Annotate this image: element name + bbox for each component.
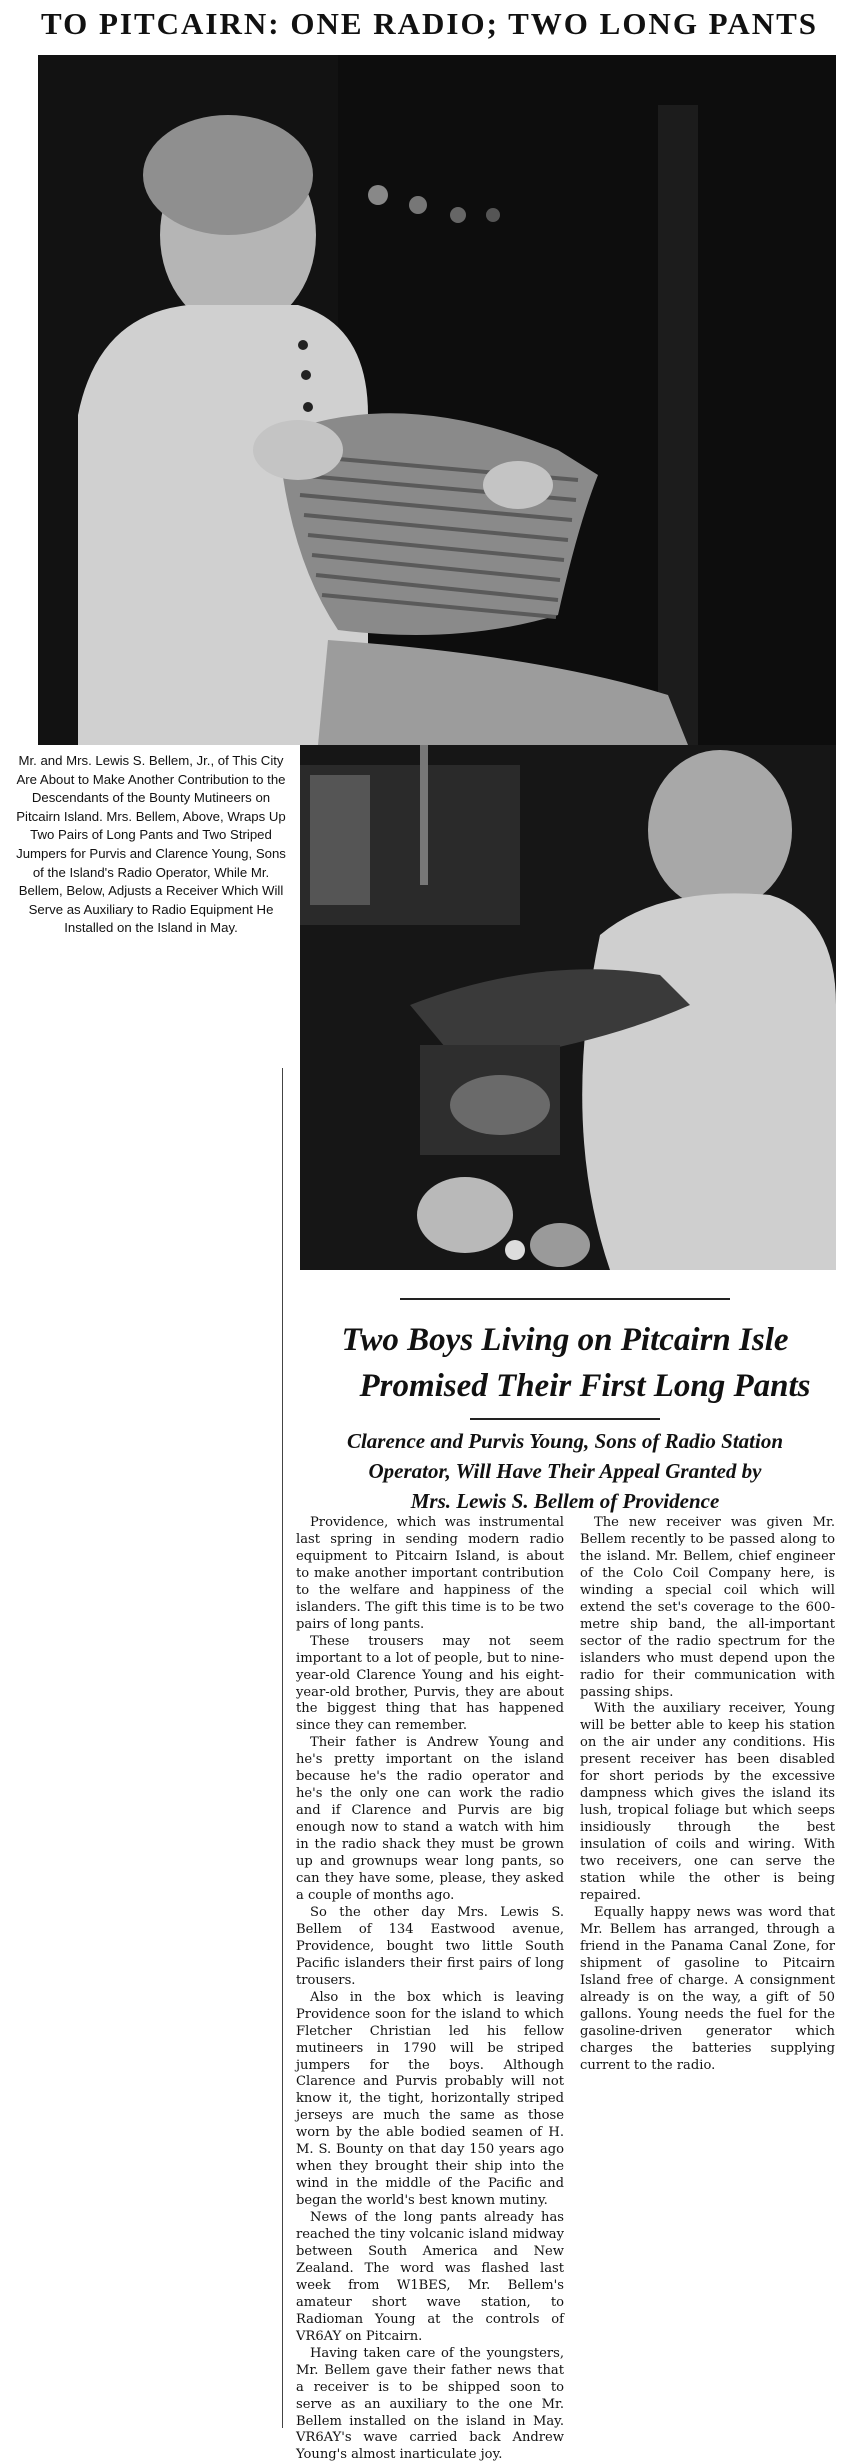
photo-mrs-bellem-image [38, 55, 836, 745]
paragraph: Also in the box which is leaving Providence soon for the island to which Fletcher Christian led his fellow mutineers in 1790 will be striped jumpers for the boys. Although Clarence and Purvis probably will not know it, the tight, horizontally striped jerseys are much the same as those worn by the able bodied seamen of H. M. S. Bounty on that day 150 years ago when they brought their ship into the wind in the middle of the Pacific and began the world's best known mutiny. [296, 1989, 564, 2209]
paragraph: Equally happy news was word that Mr. Bellem has arranged, through a friend in the Panama Canal Zone, for shipment of gasoline to Pitcairn Island free of charge. A consignment already is on the way, a gift of 50 gallons. Young needs the fuel for the gasoline-driven generator which charges the batteries supplying current to the radio. [580, 1904, 835, 2073]
paragraph: Providence, which was instrumental last spring in sending modern radio equipment to Pitcairn Island, is about to make another important contribution to the welfare and happiness of the islanders. The gift this time is to be two pairs of long pants. [296, 1515, 564, 1632]
paragraph: The new receiver was given Mr. Bellem recently to be passed along to the island. Mr. Bellem, chief engineer of the Colo Coil Company here, is winding a special coil which will extend the set's coverage to the 600-metre ship band, the all-important sector of the radio spectrum for the islanders who must depend upon the radio for their communication with passing ships. [580, 1515, 835, 1700]
paragraph: Their father is Andrew Young and he's pretty important on the island because he's the radio operator and he's the only one can work the radio and if Clarence and Purvis are big enough now to stand a watch with him in the radio shack they must be grown up and grownups wear long pants, so can they have some, please, they asked a couple of months ago. [296, 1735, 564, 1903]
headline-line-2: Promised Their First Long Pants [359, 1368, 811, 1404]
article-column-1 [296, 1515, 564, 2464]
top-headline: TO PITCAIRN: ONE RADIO; TWO LONG PANTS [40, 6, 819, 41]
title-rule-top [400, 1298, 730, 1300]
paragraph: So the other day Mrs. Lewis S. Bellem of 134 Eastwood avenue, Providence, bought two little South Pacific islanders their first pairs of long trousers. [296, 1904, 564, 1988]
paragraph: News of the long pants already has reached the tiny volcanic island midway between South America and New Zealand. The word was flashed last week from W1BES, Mr. Bellem's amateur short wave station, to Radioman Young at the controls of VR6AY on Pitcairn. [296, 2210, 564, 2344]
photo-mr-bellem-image [300, 745, 836, 1270]
paragraph: With the auxiliary receiver, Young will be better able to keep his station on the air under any conditions. His present receiver has been disabled for short periods by the excessive dampness which gives the island its lush, tropical foliage but which seeps insidiously through the best insulation of coils and wiring. With two receivers, one can serve the station while the other is being repaired. [580, 1701, 835, 1903]
paragraph: Having taken care of the youngsters, Mr. Bellem gave their father news that a receiver is to be shipped soon to serve as an auxiliary to the one Mr. Bellem installed on the island in May. VR6AY's wave carried back Andrew Young's almost inarticulate joy. [296, 2345, 564, 2463]
subheadline-line-1: Clarence and Purvis Young, Sons of Radio Station [346, 1429, 784, 1453]
photo-caption: Mr. and Mrs. Lewis S. Bellem, Jr., of This City Are About to Make Another Contribution to the Descendants of the Bounty Mutineers on Pitcairn Island. Mrs. Bellem, Above, Wraps Up Two Pairs of Long Pants and Two Striped Jumpers for Purvis and Clarence Young, Sons of the Island's Radio Operator, While Mr. Bellem, Below, Adjusts a Receiver Which Will Serve as Auxiliary to Radio Equipment He Installed on the Island in May. [16, 753, 286, 936]
title-rule-bottom [470, 1418, 660, 1420]
subheadline-line-2: Operator, Will Have Their Appeal Granted by [368, 1459, 762, 1483]
photo-mrs-bellem [38, 55, 836, 745]
subheadline-line-3: Mrs. Lewis S. Bellem of Providence [410, 1489, 720, 1513]
article-column-2 [580, 1515, 835, 2074]
column-rule [282, 1068, 283, 2428]
headline-line-1: Two Boys Living on Pitcairn Isle [341, 1322, 789, 1358]
paragraph: These trousers may not seem important to a lot of people, but to nine-year-old Clarence Young and his eight-year-old brother, Purvis, they are about the biggest thing that has happened since they can remember. [296, 1633, 564, 1734]
photo-mr-bellem [300, 745, 836, 1270]
